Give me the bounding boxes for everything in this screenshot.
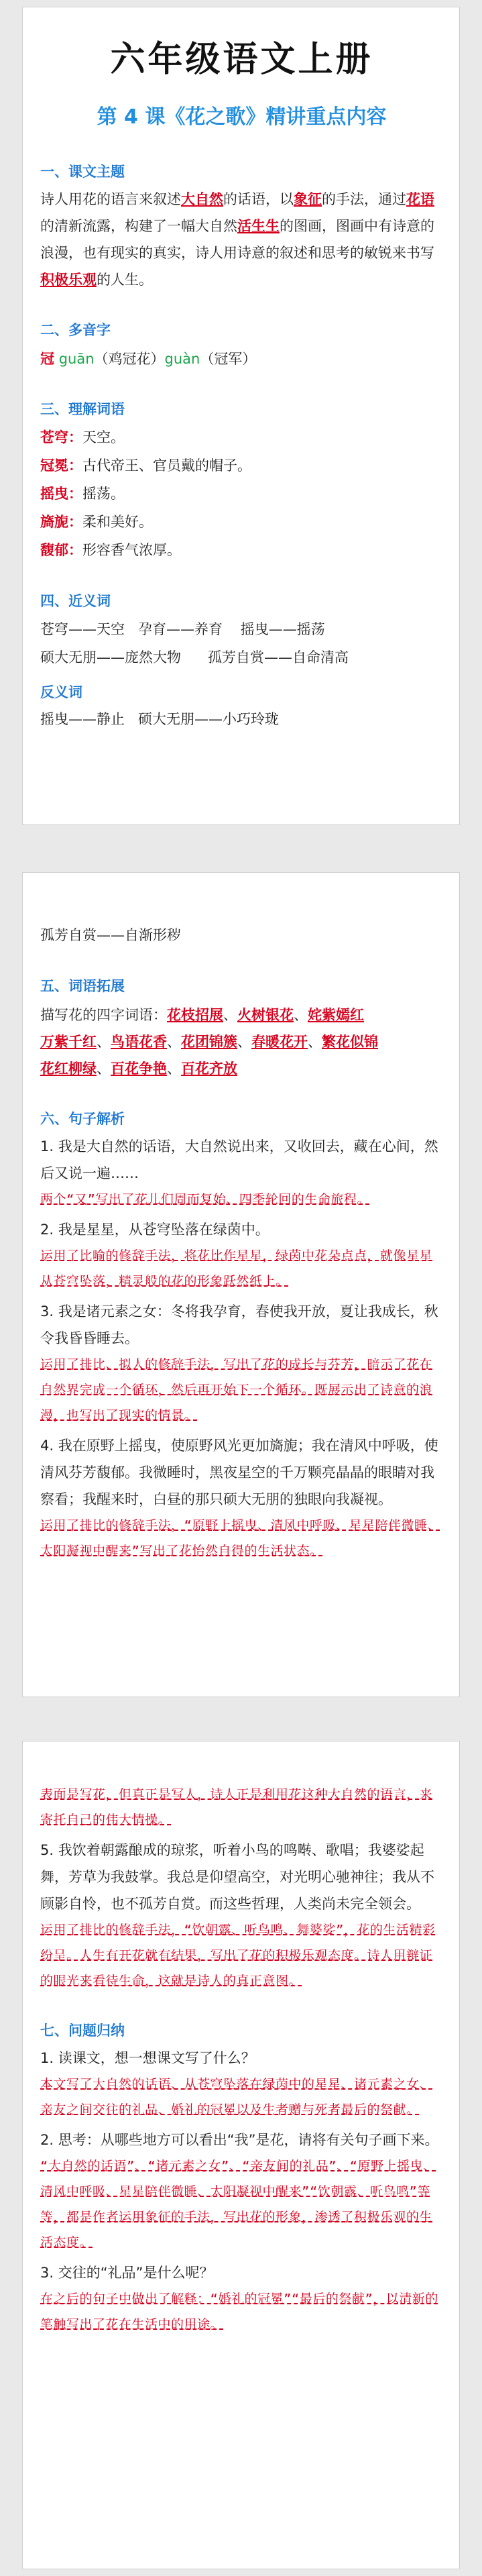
vocab-term: 冠冕： [40, 458, 82, 474]
vocab-term: 馥郁： [40, 542, 82, 558]
theme-keyword: 花语 [406, 191, 434, 207]
vocab-item [40, 480, 443, 508]
vocab-def: 柔和美好。 [82, 514, 153, 530]
four-char-word: 姹紫嫣红 [308, 1007, 364, 1023]
vocab-def: 形容香气浓厚。 [82, 542, 181, 558]
sentence: 3. 我是诸元素之女：冬将我孕育，春使我开放，夏让我成长，秋令我昏昏睡去。 [40, 1303, 438, 1346]
answer: 在之后的句子中做出了解释：“婚礼的冠冕”“最后的祭献”，以清新的笔触写出了花在生活中的用途。 [40, 2292, 438, 2332]
theme-paragraph [40, 186, 443, 293]
sentence: 4. 我在原野上摇曳，使原野风光更加旖旎；我在清风中呼吸，使清风芬芳馥郁。我微睡时，黑夜星空的千万颗亮晶晶的眼睛对我察看；我醒来时，白昼的那只硕大无朋的独眼向我凝视。 [40, 1438, 438, 1507]
vocab-item [40, 423, 443, 451]
theme-text: 的清新流露，构建了一幅大自然 [40, 218, 237, 234]
synonym-line: 硕大无朋——庞然大物 孤芳自赏——自命清高 [40, 649, 349, 665]
vocab-def: 天空。 [82, 429, 125, 445]
polyphone-word-2: （冠军） [200, 351, 257, 367]
sentence: 5. 我饮着朝露酿成的琼浆，听着小鸟的鸣啭、歌唱；我婆娑起舞，芳草为我鼓掌。我总是仰望高空，对光明心驰神往；我从不顾影自怜，也不孤芳自赏。而这些哲理，人类尚未完全领会。 [40, 1842, 434, 1912]
document-subtitle: 第 4 课《花之歌》精讲重点内容 [97, 105, 387, 129]
section-heading-sentences: 六、句子解析 [40, 1111, 125, 1127]
sentence-analysis-list [40, 1133, 443, 1564]
theme-text: 诗人用花的语言来叙述 [40, 191, 181, 207]
polyphone-line [40, 345, 443, 372]
question-list [40, 2045, 443, 2337]
pinyin-2: guàn [164, 351, 200, 367]
section-heading-vocab: 三、理解词语 [40, 401, 125, 417]
theme-text: 的人生。 [97, 272, 153, 288]
vocab-list [40, 423, 443, 564]
question: 2. 思考：从哪些地方可以看出“我”是花，请将有关句子画下来。 [40, 2132, 439, 2148]
question: 3. 交往的“礼品”是什么呢？ [40, 2265, 214, 2281]
pinyin-1: guān [58, 351, 95, 367]
vocab-term: 旖旎： [40, 514, 82, 530]
polyphone-word-1: （鸡冠花） [94, 351, 165, 367]
vocab-term: 摇曳： [40, 486, 82, 502]
synonym-line: 苍穹——天空 孕育——养育 摇曳——摇荡 [40, 621, 325, 637]
section-heading-extension: 五、词语拓展 [40, 978, 125, 994]
sentence-analysis: 运用了排比的修辞手法，“饮朝露、听鸟鸣、舞婆娑”，花的生活精彩纷呈。人生有开花就有结果，写出了花的积极乐观态度。诗人用辩证的眼光来看待生命，这就是诗人的真正意图。 [40, 1923, 436, 1988]
four-char-word: 鸟语花香 [111, 1034, 167, 1050]
word-extension-intro: 描写花的四字词语： [40, 1007, 167, 1023]
four-char-word: 春暖花开 [251, 1034, 308, 1050]
four-char-word: 万紫千红 [40, 1034, 97, 1050]
question: 1. 读课文，想一想课文写了什么？ [40, 2050, 255, 2066]
polyphone-char: 冠 [40, 351, 54, 367]
vocab-term: 苍穹： [40, 429, 82, 445]
sentence-analysis: 运用了排比、拟人的修辞手法，写出了花的成长与芬芳，暗示了花在自然界完成一个循环，然后再开始下一个循环。既展示出了诗意的浪漫，也写出了现实的情景。 [40, 1357, 433, 1423]
vocab-item [40, 451, 443, 480]
theme-keyword: 活生生 [237, 218, 280, 234]
antonym-line-cont: 孤芳自赏——自渐形秽 [40, 927, 181, 943]
theme-keyword: 积极乐观 [40, 272, 97, 288]
four-char-word: 花团锦簇 [181, 1034, 237, 1050]
sentence: 2. 我是星星，从苍穹坠落在绿茵中。 [40, 1222, 269, 1238]
section-heading-summary: 七、问题归纳 [40, 2023, 125, 2039]
four-char-word: 花枝招展 [167, 1007, 223, 1023]
sentence-analysis: 两个“又”写出了花儿们周而复始、四季轮回的生命旅程。 [40, 1192, 370, 1207]
vocab-item [40, 536, 443, 564]
sentence: 1. 我是大自然的话语，大自然说出来，又收回去，藏在心间，然后又说一遍…… [40, 1138, 438, 1181]
theme-text: 的手法，通过 [322, 191, 406, 207]
sentence-analysis: 运用了比喻的修辞手法，将花比作星星，绿茵中花朵点点，就像星星从苍穹坠落，精灵般的花的形象跃然纸上。 [40, 1248, 433, 1289]
document-page-3 [22, 1741, 460, 2569]
vocab-def: 古代帝王、官员戴的帽子。 [82, 458, 251, 474]
document-page-1 [22, 7, 460, 825]
theme-keyword: 大自然 [181, 191, 223, 207]
four-char-word: 火树银花 [237, 1007, 294, 1023]
vocab-def: 摇荡。 [82, 486, 125, 502]
antonym-line: 摇曳——静止 硕大无朋——小巧玲珑 [40, 711, 280, 727]
answer: “大自然的话语”、“诸元素之女”、“亲友间的礼品”、“原野上摇曳、清风中呼吸、星星陪伴微睡、太阳凝视中醒来”“饮朝露、听鸟鸣”等等，都是作者运用象征的手法，写出花的形象，渗透了积极乐观的生活态度。 [40, 2159, 436, 2250]
four-char-word: 百花争艳 [111, 1061, 167, 1077]
four-char-word: 繁花似锦 [322, 1034, 378, 1050]
document-page-2 [22, 872, 460, 1697]
sentence-analysis-cont: 表面是写花，但真正是写人，诗人正是利用花这种大自然的语言，来寄托自己的伟大情操。 [40, 1787, 433, 1827]
sentence-analysis: 运用了排比的修辞手法，“原野上摇曳、清风中呼吸、星星陪伴微睡、太阳凝视中醒来”写出了花怡然自得的生活状态。 [40, 1518, 440, 1558]
four-char-word: 花红柳绿 [40, 1061, 97, 1077]
section-heading-polyphone: 二、多音字 [40, 322, 111, 338]
document-title: 六年级语文上册 [110, 40, 373, 80]
theme-keyword: 象征 [294, 191, 322, 207]
section-heading-theme: 一、课文主题 [40, 164, 125, 180]
four-char-word: 百花齐放 [181, 1061, 237, 1077]
vocab-item [40, 508, 443, 536]
antonym-heading: 反义词 [40, 684, 82, 700]
section-heading-synonyms: 四、近义词 [40, 593, 111, 609]
theme-text: 的图画，图画中有诗意的浪漫，也有现实的真实，诗人用诗意的叙述和思考的敏锐来书写 [40, 218, 434, 261]
theme-text: 的话语，以 [223, 191, 294, 207]
answer: 本文写了大自然的话语、从苍穹坠落在绿茵中的星星、诸元素之女、亲友之间交往的礼品、婚礼的冠冕以及生者赠与死者最后的祭献。 [40, 2077, 433, 2117]
word-extension: 描写花的四字词语：花枝招展、火树银花、姹紫嫣红 万紫千红、鸟语花香、花团锦簇、春暖花开、繁花似锦 花红柳绿、百花争艳、百花齐放 [40, 1007, 378, 1077]
